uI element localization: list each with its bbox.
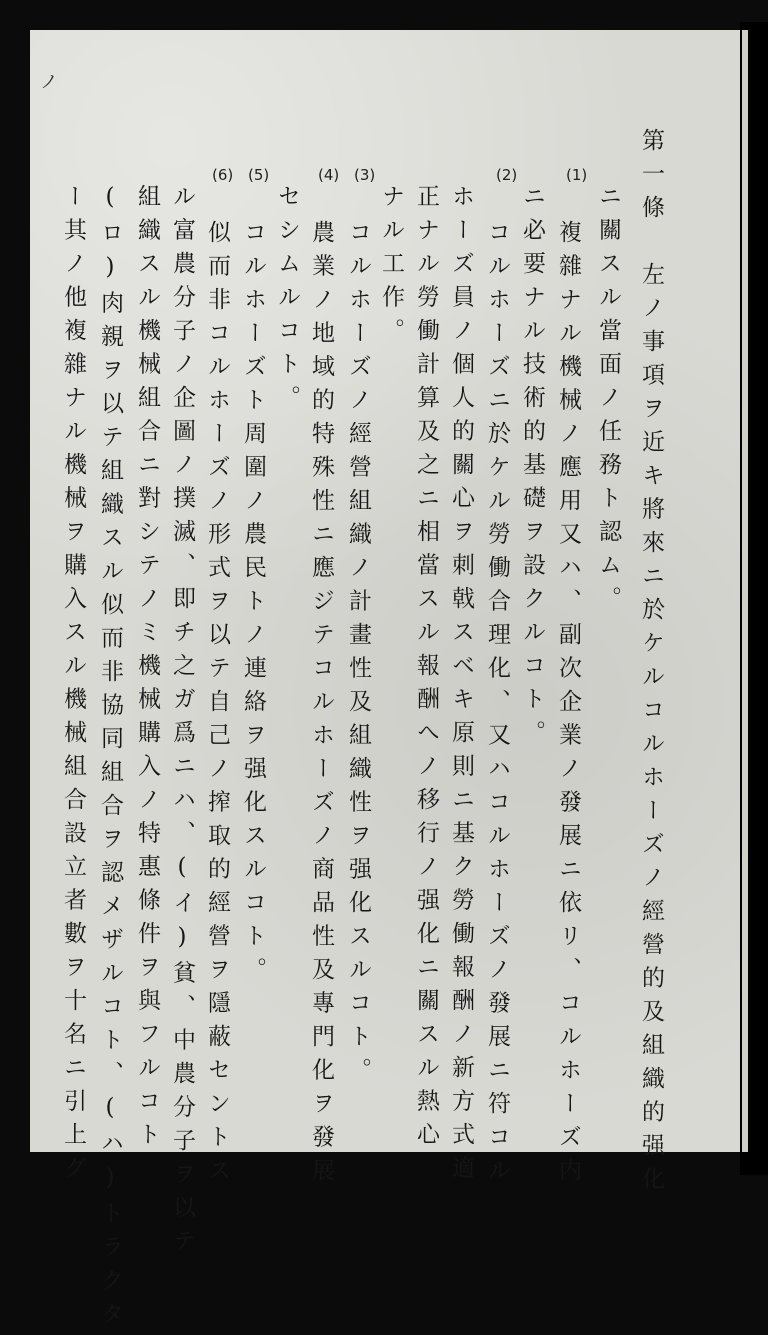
text-column-16: ー其ノ他複雜ナル機械ヲ購入スル機械組合設立者數ヲ十名ニ引上グ: [60, 184, 86, 1189]
text-column-15: (ロ)肉親ヲ以テ組織スル似而非協同組合ヲ認メザルコト、(ハ)トラクタ: [97, 184, 123, 1335]
text-column-3: ニ必要ナル技術的基礎ヲ設クルコト。: [519, 184, 545, 754]
item-label-2: (2): [496, 166, 518, 184]
text-column-14: 組織スル機械組合ニ對シテノミ機械購入ノ特惠條件ヲ與フルコト: [134, 184, 160, 1156]
item-label-6: (6): [212, 166, 234, 184]
corner-mark: ノ: [40, 72, 58, 93]
text-column-5: ホーズ員ノ個人的關心ヲ刺戟スベキ原則ニ基ク勞働報酬ノ新方式適: [448, 184, 474, 1189]
text-column-7: ナル工作。: [378, 184, 404, 352]
item-label-5: (5): [248, 166, 270, 184]
header-column: 第一條 左ノ事項ヲ近キ將來ニ於ケルコルホーズノ經營的及組織的强化: [638, 128, 664, 1200]
page-edge-strip: [742, 30, 748, 1152]
text-column-12: 似而非コルホーズノ形式ヲ以テ自己ノ搾取的經營ヲ隱蔽セントス: [204, 220, 230, 1192]
item-label-1: (1): [566, 166, 588, 184]
item-label-4: (4): [318, 166, 340, 184]
text-column-13: ル富農分子ノ企圖ノ撲滅、即チ之ガ爲ニハ、(イ)貧、中農分子ヲ以テ: [169, 184, 195, 1262]
text-column-8: コルホーズノ經營組織ノ計畫性及組織性ヲ强化スルコト。: [345, 220, 371, 1091]
text-column-4: コルホーズニ於ケル勞働合理化、又ハコルホーズノ發展ニ符コル: [484, 220, 510, 1192]
text-column-10: セシムルコト。: [274, 184, 300, 419]
text-column-9: 農業ノ地域的特殊性ニ應ジテコルホーズノ商品性及專門化ヲ發展: [308, 220, 334, 1192]
text-column-2: 複雜ナル機械ノ應用又ハ、副次企業ノ發展ニ依リ、コルホーズ内: [555, 220, 581, 1192]
text-column-1: ニ關スル當面ノ任務ト認ム。: [595, 184, 621, 620]
text-column-6: 正ナル勞働計算及之ニ相當スル報酬へノ移行ノ强化ニ關スル熱心: [413, 184, 439, 1156]
text-column-11: コルホーズト周圍ノ農民トノ連絡ヲ强化スルコト。: [240, 220, 266, 991]
item-label-3: (3): [354, 166, 376, 184]
